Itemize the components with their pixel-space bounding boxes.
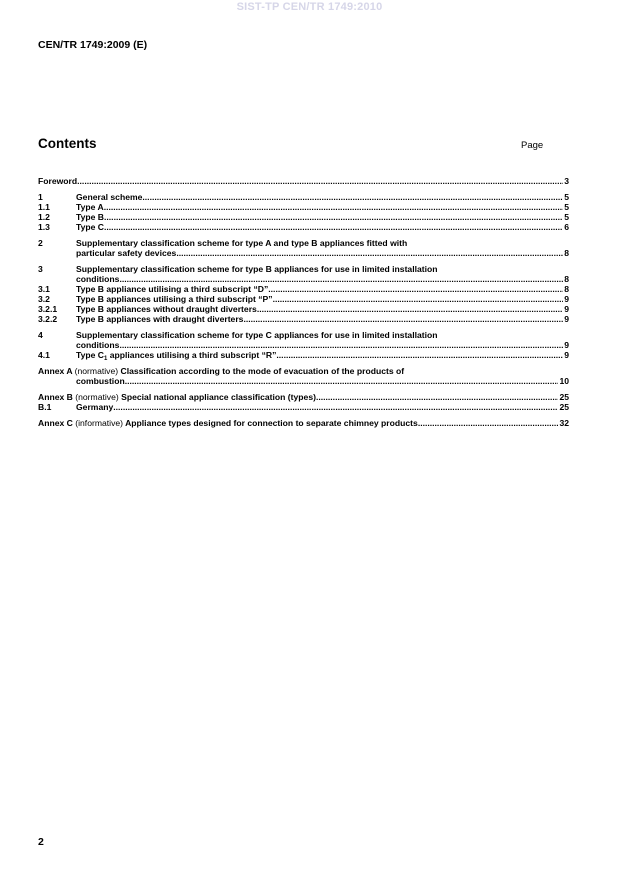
toc-entry-3-2-2[interactable]: [38, 314, 569, 324]
leader-dots: [104, 222, 563, 232]
toc-title: Type $C_1$ appliances utilising a third subscript “R”: [76, 350, 277, 360]
leader-dots: [176, 248, 563, 258]
leader-dots: [268, 284, 563, 294]
toc-page: 8: [564, 248, 569, 258]
toc-title: Appliance types designed for connection to separate chimney products: [125, 418, 418, 428]
toc-title-line1: Supplementary classification scheme for type C appliances for use in limited installation: [76, 330, 438, 340]
leader-dots: [273, 294, 564, 304]
document-id: CEN/TR 1749:2009 (E): [38, 39, 148, 51]
toc-entry-4[interactable]: [38, 330, 569, 350]
annex-label: Annex B: [38, 392, 73, 402]
toc-page: 9: [564, 340, 569, 350]
toc-page: 3: [564, 176, 569, 186]
toc-page: 10: [559, 376, 569, 386]
toc-entry-4-1[interactable]: [38, 350, 569, 360]
toc-number: 3.1: [38, 284, 50, 294]
toc-title: Type B: [76, 212, 105, 222]
toc-page: 6: [564, 222, 569, 232]
toc-page: 5: [564, 212, 569, 222]
toc-entry-3[interactable]: [38, 264, 569, 284]
leader-dots: [104, 202, 564, 212]
leader-dots: [125, 376, 559, 386]
leader-dots: [316, 392, 558, 402]
toc-number: 4: [38, 330, 43, 340]
leader-dots: [119, 274, 563, 284]
toc-title: Type B appliances without draught diverters: [76, 304, 257, 314]
toc-page: 25: [559, 402, 569, 412]
contents-title: Contents: [38, 136, 97, 151]
page-column-label: Page: [521, 140, 544, 151]
watermark: SIST-TP CEN/TR 1749:2010: [236, 1, 383, 13]
toc-entry-3-2[interactable]: [38, 294, 569, 304]
leader-dots: [243, 314, 563, 324]
annex-kind: (normative): [75, 392, 119, 402]
toc-page: 9: [564, 304, 569, 314]
annex-kind: (normative): [74, 366, 119, 376]
toc-entry-3-2-1[interactable]: [38, 304, 569, 314]
toc-page: 9: [564, 294, 569, 304]
toc-title: Type A: [76, 202, 104, 212]
toc-number: 4.1: [38, 350, 50, 360]
toc-title: Type B appliances utilising a third subscript “P”: [76, 294, 273, 304]
toc-title-line1: Classification according to the mode of evacuation of the products of: [120, 366, 405, 376]
toc-entry-2[interactable]: [38, 238, 569, 258]
toc-entry-1[interactable]: [38, 192, 569, 202]
toc-entry-foreword[interactable]: [38, 176, 569, 186]
toc-page: 8: [564, 284, 569, 294]
toc-entry-1-1[interactable]: [38, 202, 569, 212]
toc-entry-annex-b[interactable]: [38, 392, 569, 402]
toc-number: 1.1: [38, 202, 50, 212]
leader-dots: [77, 176, 563, 186]
toc-title: General scheme: [76, 192, 143, 202]
toc-title-line2: combustion: [76, 376, 125, 386]
toc-page: 5: [564, 202, 569, 212]
leader-dots: [257, 304, 563, 314]
annex-label: Annex C: [38, 418, 73, 428]
toc-entry-1-2[interactable]: [38, 212, 569, 222]
toc-title: Germany: [76, 402, 114, 412]
toc-title: Foreword: [38, 176, 78, 186]
toc-entry-3-1[interactable]: [38, 284, 569, 294]
leader-dots: [119, 340, 563, 350]
toc-title: Type B appliances with draught diverters: [76, 314, 244, 324]
leader-dots: [418, 418, 559, 428]
toc-number: 3.2.2: [38, 314, 58, 324]
toc-title-line2: conditions: [76, 274, 120, 284]
toc-page: 9: [564, 314, 569, 324]
toc-title-line1: Supplementary classification scheme for type A and type B appliances fitted with: [76, 238, 408, 248]
leader-dots: [113, 402, 558, 412]
toc-entry-b-1[interactable]: [38, 402, 569, 412]
leader-dots: [276, 350, 563, 360]
toc-number: B.1: [38, 402, 52, 412]
table-of-contents: [38, 176, 569, 428]
toc-page: 5: [564, 192, 569, 202]
toc-title-line2: particular safety devices: [76, 248, 177, 258]
leader-dots: [142, 192, 563, 202]
toc-entry-annex-c[interactable]: [38, 418, 569, 428]
toc-number: 1: [38, 192, 43, 202]
annex-label: Annex A: [38, 366, 73, 376]
toc-title-line1: Supplementary classification scheme for type B appliances for use in limited installation: [76, 264, 438, 274]
toc-number: 3.2.1: [38, 304, 58, 314]
toc-entry-annex-a[interactable]: [38, 366, 569, 386]
page-number: 2: [38, 836, 44, 848]
toc-title: Type B appliance utilising a third subscript “D”: [76, 284, 269, 294]
leader-dots: [104, 212, 563, 222]
toc-title: Type C: [76, 222, 105, 232]
toc-number: 1.2: [38, 212, 50, 222]
toc-title: Special national appliance classification (types): [121, 392, 316, 402]
toc-page: 9: [564, 350, 569, 360]
toc-page: 32: [559, 418, 569, 428]
toc-page: 8: [564, 274, 569, 284]
toc-title-line2: conditions: [76, 340, 120, 350]
toc-number: 2: [38, 238, 43, 248]
toc-number: 3.2: [38, 294, 50, 304]
subscript: 1: [104, 356, 108, 360]
annex-kind: (informative): [75, 418, 124, 428]
toc-page: 25: [559, 392, 569, 402]
toc-number: 3: [38, 264, 43, 274]
toc-number: 1.3: [38, 222, 50, 232]
toc-entry-1-3[interactable]: [38, 222, 569, 232]
